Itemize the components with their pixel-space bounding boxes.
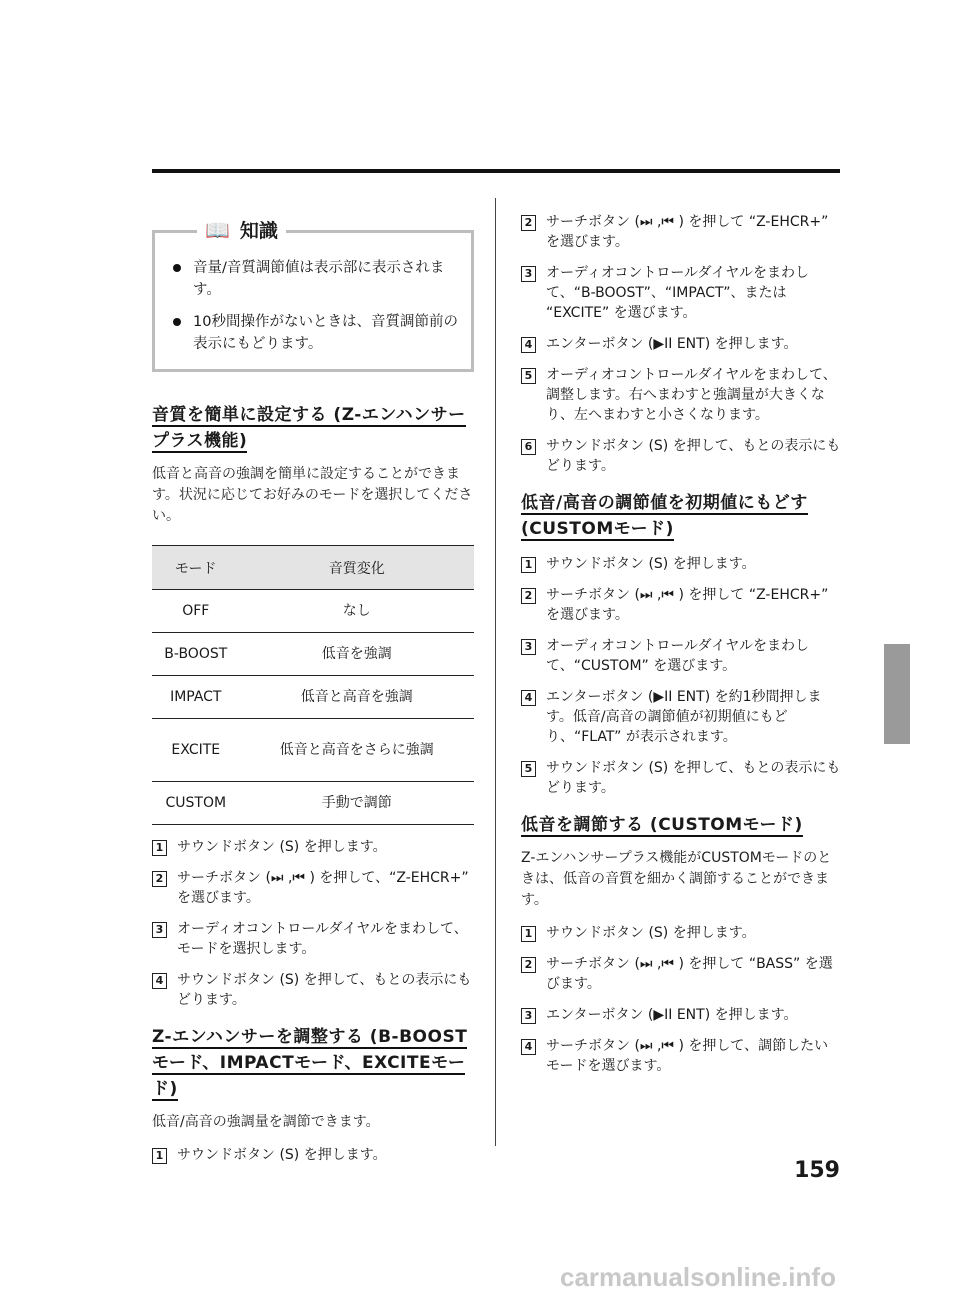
step-item: 2 サーチボタン (⏭ ,⏮ ) を押して “Z-EHCR+” を選びます。 — [521, 212, 841, 252]
step-list — [521, 554, 841, 798]
left-column — [152, 198, 474, 1176]
section-heading: Z-エンハンサーを調整する (B-BOOSTモード、IMPACTモード、EXCITEモード) — [152, 1027, 468, 1099]
step-number: 4 — [521, 690, 536, 706]
table-cell: 低音と高音をさらに強調 — [240, 719, 474, 782]
page-number: 159 — [794, 1158, 840, 1183]
watermark: carmanualsonline.info — [560, 1262, 836, 1292]
step-number: 1 — [152, 840, 167, 856]
table-row — [152, 590, 474, 633]
step-number: 4 — [521, 1039, 536, 1055]
step-item: 2 サーチボタン (⏭ ,⏮ ) を押して “Z-EHCR+” を選びます。 — [521, 585, 841, 625]
table-cell: B-BOOST — [152, 633, 240, 676]
section-heading: 低音/高音の調節値を初期値にもどす (CUSTOMモード) — [521, 493, 808, 539]
step-item: 6 サウンドボタン (S) を押して、もとの表示にもどります。 — [521, 436, 841, 476]
section-intro: 低音と高音の強調を簡単に設定することができます。状況に応じてお好みのモードを選択してください。 — [152, 466, 473, 524]
section-intro: 低音/高音の強調量を調節できます。 — [152, 1114, 380, 1130]
step-number: 2 — [521, 957, 536, 973]
step-number: 4 — [521, 337, 536, 353]
step-number: 3 — [521, 266, 536, 282]
table-cell: 低音と高音を強調 — [240, 676, 474, 719]
table-cell: OFF — [152, 590, 240, 633]
top-rule — [152, 169, 840, 173]
column-divider — [495, 198, 496, 1146]
step-item: 5 オーディオコントロールダイヤルをまわして、調整します。右へまわすと強調量が大きくなり、左へまわすと小さくなります。 — [521, 365, 841, 425]
step-item: 3 オーディオコントロールダイヤルをまわして、“B-BOOST”、“IMPACT”、または “EXCITE” を選びます。 — [521, 263, 841, 323]
table-cell: EXCITE — [152, 719, 240, 782]
step-item: 1 サウンドボタン (S) を押します。 — [152, 837, 474, 857]
section-heading: 音質を簡単に設定する (Z-エンハンサープラス機能) — [152, 405, 466, 451]
step-item: 5 サウンドボタン (S) を押して、もとの表示にもどります。 — [521, 758, 841, 798]
section-adjust — [152, 1024, 474, 1165]
section-reset — [521, 490, 841, 798]
table-row — [152, 633, 474, 676]
section-heading: 低音を調節する (CUSTOMモード) — [521, 815, 803, 835]
step-list — [521, 923, 841, 1076]
table-row — [152, 782, 474, 825]
section-tab — [884, 644, 910, 744]
knowledge-bullet: 音量/音質調節値は表示部に表示されます。 — [167, 257, 461, 301]
step-item: 4 サーチボタン (⏭ ,⏮ ) を押して、調節したいモードを選びます。 — [521, 1036, 841, 1076]
step-item: 4 エンターボタン (▶II ENT) を約1秒間押します。低音/高音の調節値が初期値にもどり、“FLAT” が表示されます。 — [521, 687, 841, 747]
table-cell: 低音を強調 — [240, 633, 474, 676]
table-row — [152, 676, 474, 719]
section-intro: Z-エンハンサープラス機能がCUSTOMモードのときは、低音の音質を細かく調節することができます。 — [521, 850, 832, 908]
step-number: 5 — [521, 761, 536, 777]
step-list — [521, 212, 841, 476]
step-number: 5 — [521, 368, 536, 384]
step-number: 4 — [152, 973, 167, 989]
step-list — [152, 837, 474, 1010]
step-list — [152, 1145, 474, 1165]
table-cell: IMPACT — [152, 676, 240, 719]
step-item: 2 サーチボタン (⏭ ,⏮ ) を押して、“Z-EHCR+” を選びます。 — [152, 868, 474, 908]
step-number: 2 — [521, 215, 536, 231]
step-item: 4 エンターボタン (▶II ENT) を押します。 — [521, 334, 841, 354]
step-item: 4 サウンドボタン (S) を押して、もとの表示にもどります。 — [152, 970, 474, 1010]
bullet-dot-icon — [173, 318, 181, 326]
step-number: 2 — [521, 588, 536, 604]
knowledge-title: 知識 — [239, 220, 278, 242]
section-z-enhancer — [152, 402, 474, 1010]
section-bass — [521, 812, 841, 1076]
step-number: 1 — [152, 1148, 167, 1164]
book-icon: 📖 — [205, 217, 230, 242]
step-item: 3 エンターボタン (▶II ENT) を押します。 — [521, 1005, 841, 1025]
step-number: 3 — [152, 922, 167, 938]
mode-table — [152, 545, 474, 825]
step-item: 2 サーチボタン (⏭ ,⏮ ) を押して “BASS” を選びます。 — [521, 954, 841, 994]
table-header: 音質変化 — [240, 546, 474, 590]
knowledge-bullet: 10秒間操作がないときは、音質調節前の表示にもどります。 — [167, 311, 461, 355]
step-item: 1 サウンドボタン (S) を押します。 — [152, 1145, 474, 1165]
table-row — [152, 719, 474, 782]
knowledge-box — [152, 217, 474, 372]
bullet-dot-icon — [173, 264, 181, 272]
step-number: 1 — [521, 557, 536, 573]
right-column — [521, 212, 841, 1087]
table-cell: CUSTOM — [152, 782, 240, 825]
step-item: 3 オーディオコントロールダイヤルをまわして、モードを選択します。 — [152, 919, 474, 959]
step-number: 2 — [152, 871, 167, 887]
table-header: モード — [152, 546, 240, 590]
table-cell: なし — [240, 590, 474, 633]
step-number: 3 — [521, 639, 536, 655]
step-number: 1 — [521, 926, 536, 942]
step-number: 3 — [521, 1008, 536, 1024]
step-item: 3 オーディオコントロールダイヤルをまわして、“CUSTOM” を選びます。 — [521, 636, 841, 676]
step-item: 1 サウンドボタン (S) を押します。 — [521, 923, 841, 943]
table-header-row — [152, 546, 474, 590]
step-number: 6 — [521, 439, 536, 455]
knowledge-box-title — [197, 216, 286, 243]
table-cell: 手動で調節 — [240, 782, 474, 825]
step-item: 1 サウンドボタン (S) を押します。 — [521, 554, 841, 574]
